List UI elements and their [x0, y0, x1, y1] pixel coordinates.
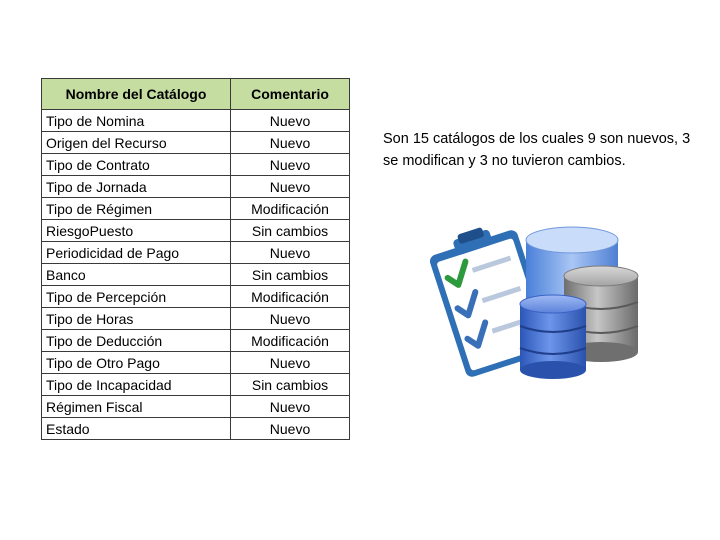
catalog-name-cell: Tipo de Horas: [42, 308, 231, 330]
comment-cell: Modificación: [231, 198, 350, 220]
catalog-name-cell: Periodicidad de Pago: [42, 242, 231, 264]
catalog-name-cell: Tipo de Jornada: [42, 176, 231, 198]
database-blue-icon: [520, 295, 586, 379]
table-row: [42, 374, 350, 396]
table-row: [42, 176, 350, 198]
comment-cell: Nuevo: [231, 132, 350, 154]
comment-cell: Nuevo: [231, 308, 350, 330]
catalog-table: [41, 78, 350, 440]
table-row: [42, 308, 350, 330]
table-row: [42, 264, 350, 286]
comment-cell: Nuevo: [231, 242, 350, 264]
column-header-name: Nombre del Catálogo: [42, 79, 231, 110]
comment-cell: Nuevo: [231, 176, 350, 198]
table-header-row: [42, 79, 350, 110]
catalog-name-cell: Estado: [42, 418, 231, 440]
catalog-name-cell: Tipo de Nomina: [42, 110, 231, 132]
comment-cell: Sin cambios: [231, 264, 350, 286]
table-row: [42, 418, 350, 440]
table-row: [42, 154, 350, 176]
catalog-name-cell: Tipo de Régimen: [42, 198, 231, 220]
table-row: [42, 198, 350, 220]
comment-cell: Nuevo: [231, 110, 350, 132]
table-row: [42, 110, 350, 132]
table-body: [42, 110, 350, 440]
catalog-name-cell: RiesgoPuesto: [42, 220, 231, 242]
catalog-name-cell: Tipo de Deducción: [42, 330, 231, 352]
catalog-name-cell: Tipo de Contrato: [42, 154, 231, 176]
checklist-database-icon: [430, 212, 646, 387]
comment-cell: Modificación: [231, 286, 350, 308]
comment-cell: Nuevo: [231, 418, 350, 440]
catalog-name-cell: Tipo de Percepción: [42, 286, 231, 308]
comment-cell: Nuevo: [231, 396, 350, 418]
comment-cell: Sin cambios: [231, 374, 350, 396]
table-row: [42, 220, 350, 242]
catalog-name-cell: Tipo de Incapacidad: [42, 374, 231, 396]
table-row: [42, 396, 350, 418]
table-row: [42, 352, 350, 374]
table-row: [42, 330, 350, 352]
column-header-comment: Comentario: [231, 79, 350, 110]
table-row: [42, 286, 350, 308]
table-row: [42, 132, 350, 154]
catalog-name-cell: Tipo de Otro Pago: [42, 352, 231, 374]
comment-cell: Nuevo: [231, 154, 350, 176]
catalog-name-cell: Régimen Fiscal: [42, 396, 231, 418]
comment-cell: Modificación: [231, 330, 350, 352]
catalog-name-cell: Origen del Recurso: [42, 132, 231, 154]
catalog-name-cell: Banco: [42, 264, 231, 286]
table-row: [42, 242, 350, 264]
comment-cell: Nuevo: [231, 352, 350, 374]
comment-cell: Sin cambios: [231, 220, 350, 242]
summary-text: Son 15 catálogos de los cuales 9 son nuevos, 3 se modifican y 3 no tuvieron cambios.: [383, 131, 691, 169]
